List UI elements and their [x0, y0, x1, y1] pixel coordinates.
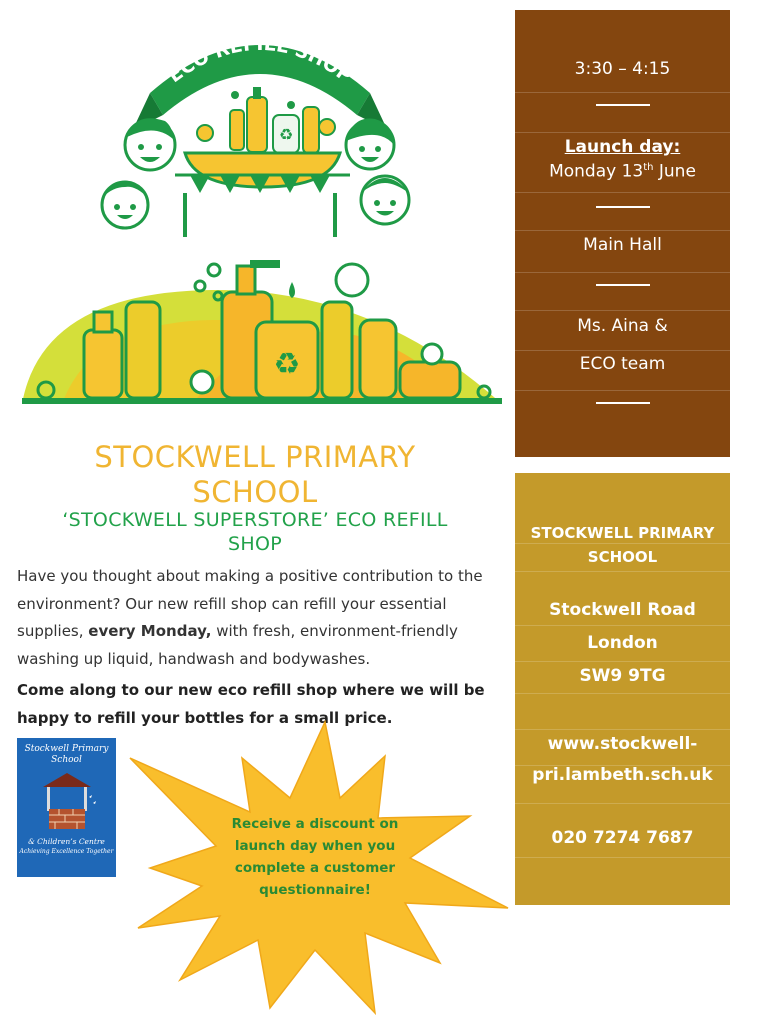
divider	[596, 104, 650, 106]
schedule-panel	[515, 10, 730, 457]
page-subtitle: ‘STOCKWELL SUPERSTORE’ ECO REFILL SHOP	[62, 509, 448, 555]
child-face-icon	[361, 176, 409, 224]
host-line-1: Ms. Aina &	[577, 316, 668, 336]
child-face-icon	[102, 181, 148, 228]
divider	[596, 402, 650, 404]
address-line-2: London	[587, 633, 658, 653]
child-face-icon	[125, 118, 175, 170]
address-line-1: Stockwell Road	[549, 600, 696, 620]
website-line-1[interactable]: www.stockwell-	[547, 734, 698, 754]
host-line-2: ECO team	[579, 354, 666, 374]
website-line-2[interactable]: pri.lambeth.sch.uk	[532, 765, 713, 785]
divider	[596, 206, 650, 208]
child-face-icon	[346, 118, 394, 169]
svg-text:♻: ♻	[278, 125, 294, 144]
school-name-line-2: SCHOOL	[587, 548, 658, 566]
divider	[596, 284, 650, 286]
wishing-well-icon	[37, 769, 97, 833]
page-title: STOCKWELL PRIMARY SCHOOL	[94, 440, 416, 509]
svg-text:♻: ♻	[273, 347, 301, 382]
session-time: 3:30 – 4:15	[574, 59, 671, 79]
phone-number: 020 7274 7687	[551, 828, 694, 848]
banner-text: ECO REFILL SHOP	[163, 32, 356, 88]
discount-starburst	[120, 718, 510, 1018]
school-name-line-1: STOCKWELL PRIMARY	[530, 524, 715, 542]
address-line-3: SW9 9TG	[579, 666, 666, 686]
invite-paragraph: Come along to our new eco refill shop where we will be happy to refill your bottles for a small price.	[17, 681, 485, 727]
launch-day-label: Launch day:	[564, 137, 681, 157]
starburst-text: Receive a discount on launch day when you complete a customer questionnaire!	[231, 816, 399, 898]
school-logo: Stockwell Primary School & Children’s Centre Achieving Excellence Together	[17, 738, 116, 877]
refill-bottles-graphic	[22, 252, 502, 404]
contact-panel	[515, 473, 730, 905]
intro-paragraph: Have you thought about making a positive contribution to the environment? Our new refill shop can refill your essential supplies, every Monday, with fresh, environment-friendly washing up liquid, handwash and bodywashes.	[17, 567, 483, 668]
shop-stall-graphic	[95, 15, 425, 240]
bottles-illustration	[22, 252, 502, 404]
launch-date: Monday 13th June	[549, 161, 696, 182]
location: Main Hall	[583, 235, 662, 255]
eco-shop-illustration	[95, 15, 425, 240]
